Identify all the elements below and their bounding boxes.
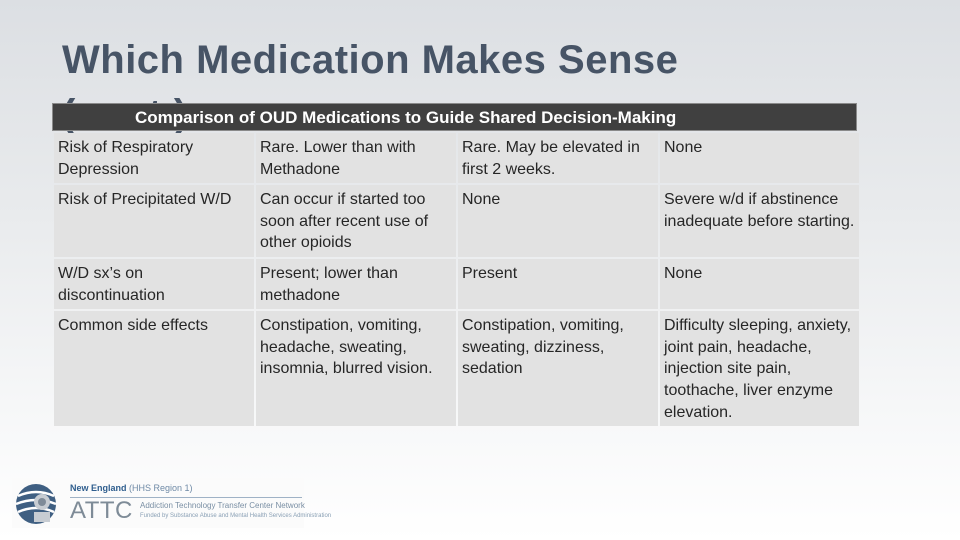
- table-header: Comparison of OUD Medications to Guide Shared Decision-Making: [52, 103, 857, 131]
- table-cell: None: [660, 133, 859, 183]
- logo-funded-by: Funded by Substance Abuse and Mental Health Services Administration: [140, 513, 332, 519]
- logo-region-name: New England: [70, 483, 127, 493]
- table-cell: Constipation, vomiting, sweating, dizziness, sedation: [458, 311, 658, 426]
- table-cell: Present; lower than methadone: [256, 259, 456, 309]
- table-row: [54, 185, 859, 257]
- table-cell: None: [458, 185, 658, 257]
- table-row: [54, 259, 859, 309]
- logo-network-name: Addiction Technology Transfer Center Network: [140, 501, 305, 510]
- row-label: Common side effects: [54, 311, 254, 426]
- logo-region-sub: (HHS Region 1): [129, 483, 193, 493]
- table-cell: Difficulty sleeping, anxiety, joint pain, headache, injection site pain, toothache, liver enzyme elevation.: [660, 311, 859, 426]
- table-cell: None: [660, 259, 859, 309]
- slide-title-line1: Which Medication Makes Sense: [62, 38, 679, 82]
- comparison-grid: [52, 131, 861, 428]
- attc-logo: [12, 478, 332, 528]
- table-cell: Rare. Lower than with Methadone: [256, 133, 456, 183]
- logo-region: [70, 483, 193, 493]
- row-label: Risk of Precipitated W/D: [54, 185, 254, 257]
- table-cell: Can occur if started too soon after recent use of other opioids: [256, 185, 456, 257]
- table-cell: Severe w/d if abstinence inadequate before starting.: [660, 185, 859, 257]
- table-cell: Rare. May be elevated in first 2 weeks.: [458, 133, 658, 183]
- row-label: W/D sx’s on discontinuation: [54, 259, 254, 309]
- table-row: [54, 133, 859, 183]
- table-cell: Present: [458, 259, 658, 309]
- row-label: Risk of Respiratory Depression: [54, 133, 254, 183]
- comparison-table: [52, 103, 857, 428]
- table-row: [54, 311, 859, 426]
- table-cell: Constipation, vomiting, headache, sweating, insomnia, blurred vision.: [256, 311, 456, 426]
- logo-acronym: ATTC: [70, 497, 133, 524]
- globe-logo-icon: [12, 478, 66, 528]
